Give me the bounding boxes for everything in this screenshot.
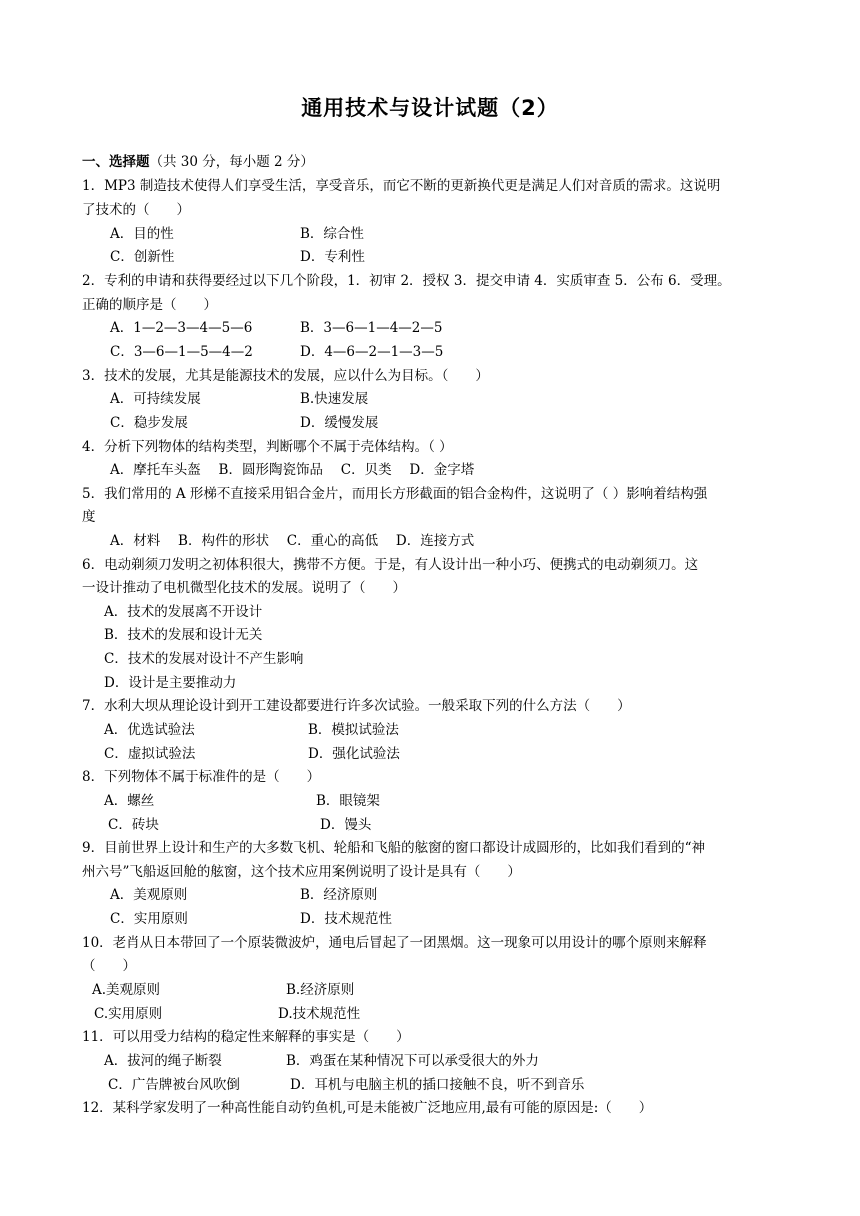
question-9-line-1: 9．目前世界上设计和生产的大多数飞机、轮船和飞船的舷窗的窗口都设计成圆形的，比如我们看到的“神 — [82, 840, 705, 856]
question-2-line-1: 2．专利的申请和获得要经过以下几个阶段，1．初审 2．授权 3．提交申请 4．实质审查 5．公布 6．受理。 — [82, 273, 731, 289]
question-7-option-c: C．虚拟试验法 — [104, 746, 196, 762]
question-8-option-c: C．砖块 — [108, 817, 159, 833]
question-10-option-a: A.美观原则 — [92, 982, 161, 998]
question-1-line-2: 了技术的（ ） — [82, 202, 190, 218]
question-6-line-1: 6．电动剃须刀发明之初体积很大，携带不方便。于是，有人设计出一种小巧、便携式的电动剃须刀。这 — [82, 557, 699, 573]
question-11-option-c: C．广告牌被台风吹倒 — [108, 1077, 240, 1093]
question-2-line-2: 正确的顺序是（ ） — [82, 297, 217, 313]
section-heading — [82, 152, 314, 172]
question-10-option-b: B.经济原则 — [286, 982, 355, 998]
section-note: （共 30 分，每小题 2 分） — [149, 154, 314, 170]
question-10-option-c: C.实用原则 — [94, 1006, 163, 1022]
question-3-option-a: A．可持续发展 — [110, 391, 201, 407]
question-3-option-b: B.快速发展 — [300, 391, 369, 407]
question-10-line-1: 10．老肖从日本带回了一个原装微波炉，通电后冒起了一团黑烟。这一现象可以用设计的哪个原则来解释 — [82, 935, 707, 951]
question-1-option-d: D．专利性 — [300, 249, 365, 265]
question-7-option-b: B．模拟试验法 — [308, 722, 399, 738]
question-9-option-d: D．技术规范性 — [300, 911, 392, 927]
question-11-option-a: A．拔河的绳子断裂 — [104, 1053, 222, 1069]
question-1-line-1: 1．MP3 制造技术使得人们享受生活，享受音乐，而它不断的更新换代更是满足人们对音质的需求。这说明 — [82, 178, 721, 194]
question-5-line-2: 度 — [82, 509, 96, 525]
question-11-option-d: D．耳机与电脑主机的插口接触不良，听不到音乐 — [290, 1077, 585, 1093]
question-8-line-1: 8．下列物体不属于标准件的是（ ） — [82, 769, 321, 785]
question-3-line-1: 3．技术的发展，尤其是能源技术的发展，应以什么为目标。（ ） — [82, 368, 489, 384]
question-7-line-1: 7．水利大坝从理论设计到开工建设都要进行许多次试验。一般采取下列的什么方法（ ） — [82, 698, 631, 714]
question-10-line-2: （ ） — [82, 958, 136, 974]
question-11-option-b: B．鸡蛋在某种情况下可以承受很大的外力 — [286, 1053, 539, 1069]
question-2-option-c: C．3—6—1—5—4—2 — [110, 344, 253, 360]
question-6-line-2: 一设计推动了电机微型化技术的发展。说明了（ ） — [82, 580, 406, 596]
question-6-option-d: D．设计是主要推动力 — [104, 675, 237, 691]
question-9-option-c: C．实用原则 — [110, 911, 188, 927]
question-7-option-a: A．优选试验法 — [104, 722, 195, 738]
question-2-option-a: A．1—2—3—4—5—6 — [110, 320, 253, 336]
question-2-option-b: B．3—6—1—4—2—5 — [300, 320, 443, 336]
question-5-line-1: 5．我们常用的 A 形梯不直接采用铝合金片，而用长方形截面的铝合金构件，这说明了（ ）影响着结构强 — [82, 486, 708, 502]
question-3-option-d: D．缓慢发展 — [300, 415, 379, 431]
question-1-option-b: B．综合性 — [300, 226, 364, 242]
question-6-option-a: A．技术的发展离不开设计 — [104, 604, 263, 620]
question-8-option-a: A．螺丝 — [104, 793, 155, 809]
question-1-option-c: C．创新性 — [110, 249, 175, 265]
section-label: 一、选择题 — [82, 154, 150, 170]
question-12-line-1: 12．某科学家发明了一种高性能自动钓鱼机,可是未能被广泛地应用,最有可能的原因是:（ ） — [82, 1100, 653, 1116]
question-1-option-a: A．目的性 — [110, 226, 174, 242]
question-8-option-b: B．眼镜架 — [316, 793, 380, 809]
question-5-options: A．材料 B．构件的形状 C．重心的高低 D．连接方式 — [110, 533, 475, 549]
question-9-option-b: B．经济原则 — [300, 887, 378, 903]
question-2-option-d: D．4—6—2—1—3—5 — [300, 344, 444, 360]
question-10-option-d: D.技术规范性 — [278, 1006, 361, 1022]
question-4-options: A．摩托车头盔 B．圆形陶瓷饰品 C．贝类 D．金字塔 — [110, 462, 475, 478]
question-11-line-1: 11．可以用受力结构的稳定性来解释的事实是（ ） — [82, 1029, 410, 1045]
question-6-option-c: C．技术的发展对设计不产生影响 — [104, 651, 304, 667]
question-9-option-a: A．美观原则 — [110, 887, 188, 903]
page-title: 通用技术与设计试题（2） — [301, 96, 559, 120]
question-8-option-d: D．馒头 — [320, 817, 372, 833]
question-3-option-c: C．稳步发展 — [110, 415, 188, 431]
question-6-option-b: B．技术的发展和设计无关 — [104, 627, 263, 643]
question-7-option-d: D．强化试验法 — [308, 746, 400, 762]
question-9-line-2: 州六号”飞船返回舱的舷窗，这个技术应用案例说明了设计是具有（ ） — [82, 864, 521, 880]
question-4-line-1: 4．分析下列物体的结构类型，判断哪个不属于壳体结构。（ ） — [82, 439, 453, 455]
